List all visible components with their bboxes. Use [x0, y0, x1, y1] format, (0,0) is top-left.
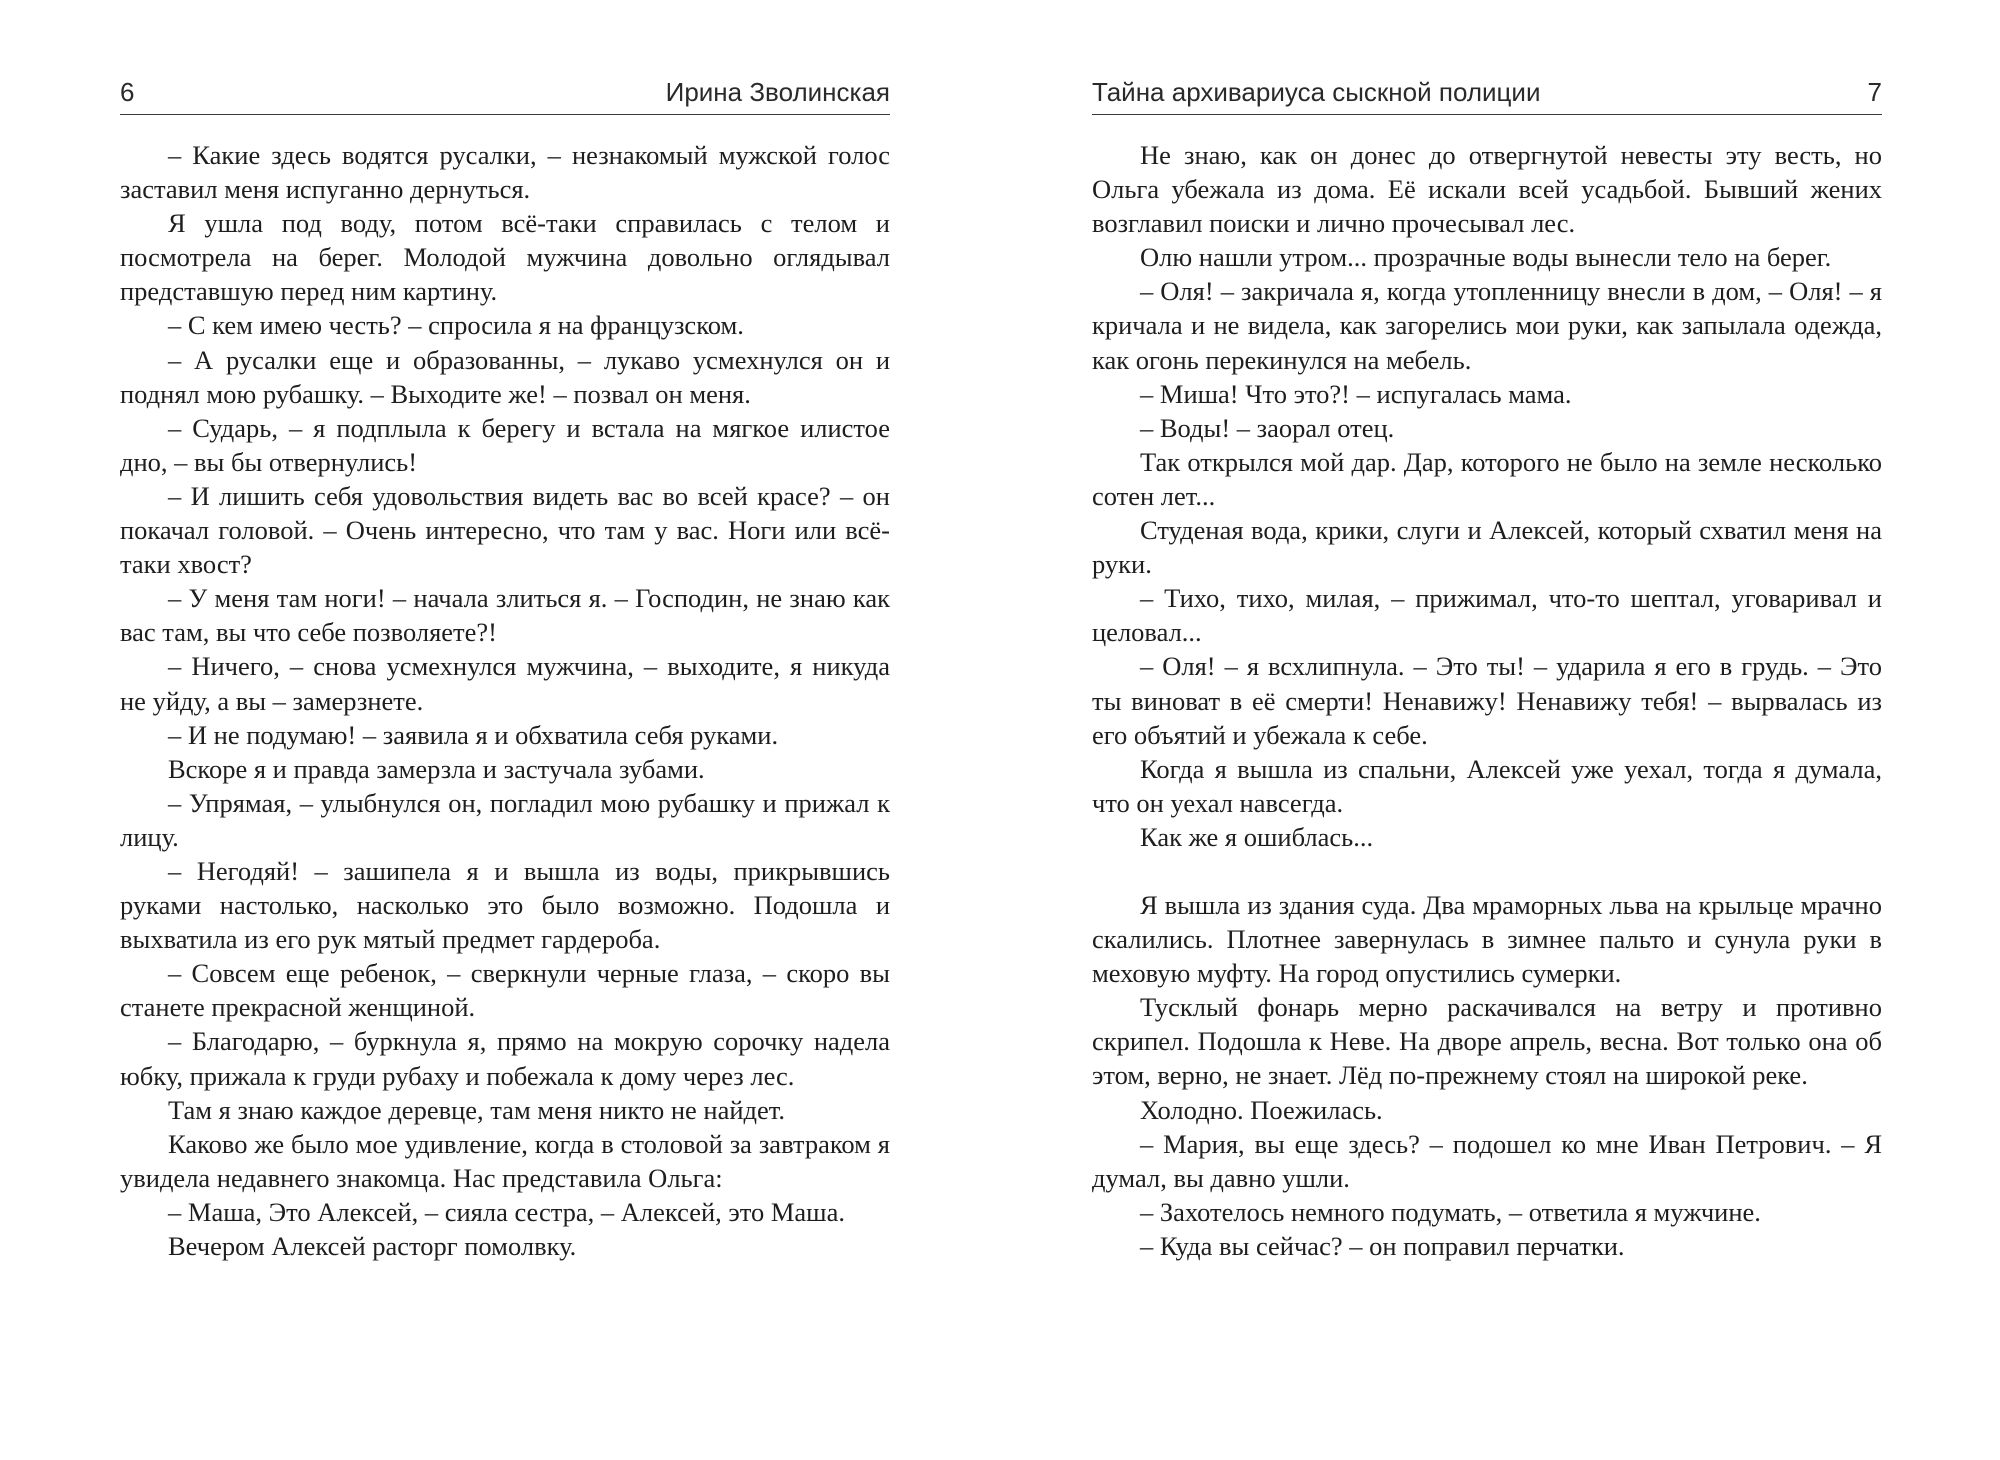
- right-page-number: 7: [1867, 77, 1882, 107]
- paragraph: Когда я вышла из спальни, Алексей уже уехал, тогда я думала, что он уехал навсегда.: [1092, 753, 1882, 818]
- paragraph: – Благодарю, – буркнула я, прямо на мокрую сорочку надела юбку, прижала к груди рубаху и побежала к дому через лес.: [120, 1026, 890, 1091]
- paragraph: – Сударь, – я подплыла к берегу и встала на мягкое илистое дно, – вы бы отвернулись!: [120, 412, 890, 477]
- paragraph: Я ушла под воду, потом всё-таки справилась с телом и посмотрела на берег. Молодой мужчина довольно оглядывал представшую перед ним картину.: [120, 208, 890, 307]
- right-page: [1092, 0, 1882, 1460]
- paragraph: – Захотелось немного подумать, – ответила я мужчине.: [1140, 1196, 1761, 1227]
- paragraph: Не знаю, как он донес до отвергнутой невесты эту весть, но Ольга убежала из дома. Её искали всей усадьбой. Бывший жених возглавил поиски и лично прочесывал лес.: [1092, 140, 1882, 239]
- right-text-block: [1092, 138, 1882, 1263]
- paragraph: – Упрямая, – улыбнулся он, погладил мою рубашку и прижал к лицу.: [120, 787, 890, 852]
- paragraph: Вскоре я и правда замерзла и застучала зубами.: [168, 753, 705, 784]
- paragraph: – Оля! – закричала я, когда утопленницу внесли в дом, – Оля! – я кричала и не видела, как загорелись мои руки, как запылала одежда, как огонь перекинулся на мебель.: [1092, 276, 1882, 375]
- paragraph: Так открылся мой дар. Дар, которого не было на земле несколько сотен лет...: [1092, 446, 1882, 511]
- paragraph: Там я знаю каждое деревце, там меня никто не найдет.: [168, 1094, 786, 1125]
- paragraph: – Миша! Что это?! – испугалась мама.: [1140, 378, 1572, 409]
- paragraph: Студеная вода, крики, слуги и Алексей, который схватил меня на руки.: [1092, 515, 1882, 580]
- paragraph: – Какие здесь водятся русалки, – незнакомый мужской голос заставил меня испуганно дернуться.: [120, 140, 890, 205]
- paragraph: Как же я ошиблась...: [1140, 821, 1374, 852]
- paragraph: Тусклый фонарь мерно раскачивался на ветру и противно скрипел. Подошла к Неве. На дворе апрель, весна. Вот только она об этом, верно, не знает. Лёд по-прежнему стоял на широкой реке.: [1092, 992, 1882, 1091]
- left-page-number: 6: [120, 77, 135, 107]
- paragraph: – Совсем еще ребенок, – сверкнули черные глаза, – скоро вы станете прекрасной женщиной.: [120, 958, 890, 1023]
- paragraph: – Воды! – заорал отец.: [1140, 412, 1395, 443]
- left-page: [120, 0, 890, 1460]
- paragraph: – Ничего, – снова усмехнулся мужчина, – выходите, я никуда не уйду, а вы – замерзнете.: [120, 651, 890, 716]
- paragraph: – Негодяй! – зашипела я и вышла из воды, прикрывшись руками настолько, насколько это было возможно. Подошла и выхватила из его рук мятый предмет гардероба.: [120, 855, 890, 955]
- right-running-head: [1092, 72, 1882, 115]
- left-text-block: [120, 138, 890, 1263]
- paragraph: – А русалки еще и образованны, – лукаво усмехнулся он и поднял мою рубашку. – Выходите же! – позвал он меня.: [120, 344, 890, 409]
- paragraph: – Куда вы сейчас? – он поправил перчатки.: [1140, 1230, 1625, 1261]
- paragraph: Я вышла из здания суда. Два мраморных льва на крыльце мрачно скалились. Плотнее завернулась в зимнее пальто и сунула руки в меховую муфту. На город опустились сумерки.: [1092, 889, 1882, 989]
- paragraph: – Маша, Это Алексей, – сияла сестра, – Алексей, это Маша.: [168, 1196, 845, 1227]
- paragraph: – У меня там ноги! – начала злиться я. – Господин, не знаю как вас там, вы что себе позволяете?!: [120, 583, 890, 648]
- paragraph: – Мария, вы еще здесь? – подошел ко мне Иван Петрович. – Я думал, вы давно ушли.: [1092, 1128, 1882, 1193]
- right-running-title: Тайна архивариуса сыскной полиции: [1092, 77, 1541, 107]
- paragraph: – Оля! – я всхлипнула. – Это ты! – ударила я его в грудь. – Это ты виноват в её смерти! Ненавижу! Ненавижу тебя! – вырвалась из его объятий и убежала к себе.: [1092, 651, 1882, 750]
- paragraph: Каково же было мое удивление, когда в столовой за завтраком я увидела недавнего знакомца. Нас представила Ольга:: [120, 1128, 890, 1193]
- paragraph: – И лишить себя удовольствия видеть вас во всей красе? – он покачал головой. – Очень интересно, что там у вас. Ноги или всё-таки хвост?: [120, 480, 890, 580]
- paragraph: Холодно. Поежилась.: [1140, 1094, 1383, 1125]
- paragraph: – Тихо, тихо, милая, – прижимал, что-то шептал, уговаривал и целовал...: [1092, 583, 1882, 648]
- left-running-head: [120, 72, 890, 115]
- paragraph: Олю нашли утром... прозрачные воды вынесли тело на берег.: [1140, 242, 1832, 273]
- paragraph: Вечером Алексей расторг помолвку.: [168, 1231, 577, 1261]
- paragraph: – И не подумаю! – заявила я и обхватила себя руками.: [168, 719, 779, 750]
- paragraph: – С кем имею честь? – спросила я на французском.: [168, 310, 744, 341]
- left-running-title: Ирина Зволинская: [665, 77, 890, 107]
